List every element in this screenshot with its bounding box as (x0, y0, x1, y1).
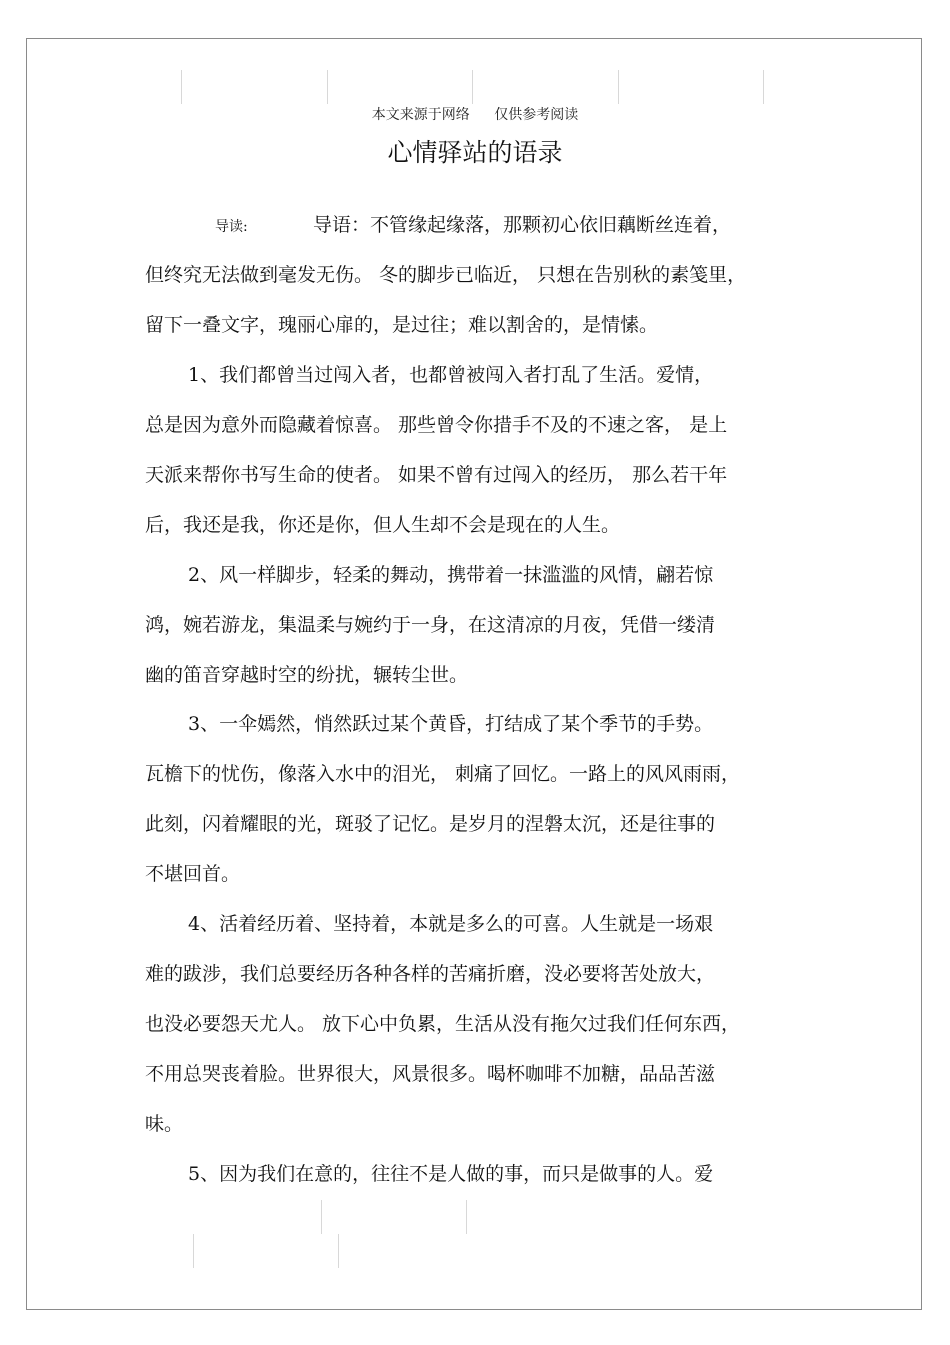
text-line: 天派来帮你书写生命的使者。 如果不曾有过闯入的经历， 那么若干年 (145, 464, 728, 486)
text-line: 3、一伞嫣然，悄然跃过某个黄昏，打结成了某个季节的手势。 (188, 713, 714, 735)
source-note (0, 104, 950, 124)
text-line: 也没必要怨天尤人。 放下心中负累，生活从没有拖欠过我们任何东西， (145, 1013, 741, 1035)
text-line: 1、我们都曾当过闯入者，也都曾被闯入者打乱了生活。爱情， (188, 364, 714, 386)
text-line: 导语：不管缘起缘落，那颗初心依旧藕断丝连着， (313, 214, 732, 236)
footer-divider (193, 1234, 194, 1268)
text-line: 味。 (145, 1113, 184, 1135)
text-line: 总是因为意外而隐藏着惊喜。 那些曾令你措手不及的不速之客， 是上 (145, 414, 728, 436)
header-divider (618, 70, 619, 104)
text-line: 后，我还是我，你还是你，但人生却不会是现在的人生。 (145, 514, 621, 536)
text-line: 但终究无法做到毫发无伤。 冬的脚步已临近， 只想在告别秋的素笺里， (145, 264, 747, 286)
text-line: 此刻，闪着耀眼的光，斑驳了记忆。是岁月的涅磐太沉，还是往事的 (145, 813, 716, 835)
reference-text: 仅供参考阅读 (494, 107, 579, 123)
source-text: 本文来源于网络 (371, 107, 470, 123)
text-line: 瓦檐下的忧伤，像落入水中的泪光， 刺痛了回忆。一路上的风风雨雨， (145, 763, 741, 785)
text-line: 留下一叠文字，瑰丽心扉的，是过往；难以割舍的，是情愫。 (145, 314, 659, 336)
header-divider (327, 70, 328, 104)
header-divider (181, 70, 182, 104)
daodu-label: 导读: (215, 219, 248, 235)
text-line: 4、活着经历着、坚持着，本就是多么的可喜。人生就是一场艰 (188, 913, 714, 935)
footer-divider (338, 1234, 339, 1268)
text-line: 难的跋涉，我们总要经历各种各样的苦痛折磨，没必要将苦处放大， (145, 963, 716, 985)
footer-divider (321, 1200, 322, 1234)
text-line: 5、因为我们在意的，往往不是人做的事，而只是做事的人。爱 (188, 1163, 714, 1185)
text-line: 不堪回首。 (145, 863, 241, 885)
text-line: 不用总哭丧着脸。世界很大，风景很多。喝杯咖啡不加糖，品品苦滋 (145, 1063, 716, 1085)
text-line: 鸿，婉若游龙，集温柔与婉约于一身，在这清凉的月夜，凭借一缕清 (145, 614, 716, 636)
text-line: 2、风一样脚步，轻柔的舞动，携带着一抹滥滥的风情，翩若惊 (188, 564, 714, 586)
header-divider (763, 70, 764, 104)
header-divider (472, 70, 473, 104)
text-line: 幽的笛音穿越时空的纷扰，辗转尘世。 (145, 664, 469, 686)
footer-divider (466, 1200, 467, 1234)
page-title: 心情驿站的语录 (387, 138, 563, 167)
